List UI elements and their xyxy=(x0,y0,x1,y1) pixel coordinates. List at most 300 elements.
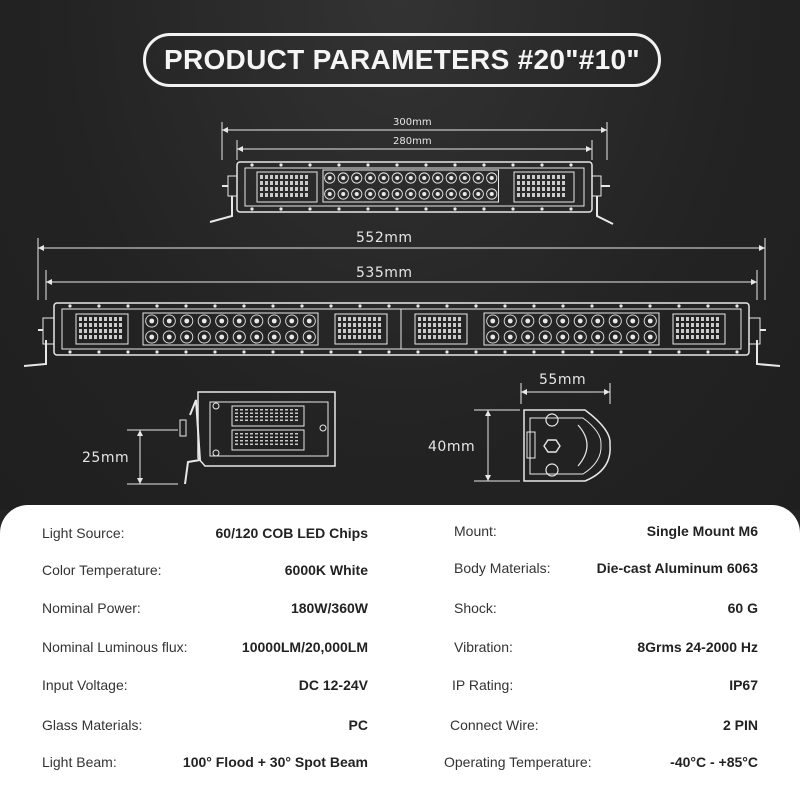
end-view-hex-bolt xyxy=(544,440,560,452)
led-chip-core xyxy=(476,176,480,180)
flood-chip xyxy=(79,323,82,327)
flood-chip xyxy=(275,409,278,411)
flood-chip xyxy=(109,335,112,339)
screw xyxy=(250,163,253,166)
flood-chip xyxy=(270,175,273,179)
led-chip-core xyxy=(272,335,277,340)
flood-chip xyxy=(711,335,714,339)
flood-chip xyxy=(295,181,298,185)
left-spec-label: Light Beam: xyxy=(42,754,117,770)
screw xyxy=(561,350,564,353)
dim-small-outer: 300mm xyxy=(393,117,432,128)
led-chip-core xyxy=(341,192,345,196)
led-chip-core xyxy=(149,335,154,340)
screw xyxy=(395,163,398,166)
flood-chip xyxy=(527,193,530,197)
flood-chip xyxy=(706,323,709,327)
flood-chip xyxy=(686,329,689,333)
flood-chip xyxy=(363,323,366,327)
flood-chip xyxy=(260,433,263,435)
flood-chip xyxy=(338,329,341,333)
led-chip-core xyxy=(578,335,583,340)
flood-chip xyxy=(290,437,293,439)
flood-chip xyxy=(686,335,689,339)
flood-chip xyxy=(517,181,520,185)
flood-chip xyxy=(250,440,253,442)
led-chip-core xyxy=(463,176,467,180)
flood-chip xyxy=(260,193,263,197)
dimension-arrow xyxy=(751,279,757,285)
spec-panel xyxy=(0,505,800,800)
flood-chip xyxy=(428,317,431,321)
flood-chip xyxy=(453,317,456,321)
led-chip-core xyxy=(184,335,189,340)
flood-chip xyxy=(235,440,238,442)
flood-chip xyxy=(295,409,298,411)
flood-chip xyxy=(557,193,560,197)
flood-chip xyxy=(438,329,441,333)
screw xyxy=(735,304,738,307)
flood-chip xyxy=(79,317,82,321)
right-spec-label: Mount: xyxy=(454,523,497,539)
led-chip-core xyxy=(184,319,189,324)
flood-chip xyxy=(114,335,117,339)
flood-chip xyxy=(348,335,351,339)
flood-chip xyxy=(295,193,298,197)
flood-chip xyxy=(338,323,341,327)
flood-chip xyxy=(458,329,461,333)
led-chip-core xyxy=(595,335,600,340)
led-chip-core xyxy=(595,319,600,324)
flood-chip xyxy=(260,409,263,411)
flood-chip xyxy=(532,181,535,185)
right-spec-value: 2 PIN xyxy=(722,717,758,733)
end-view-inner xyxy=(530,418,601,474)
led-chip-core xyxy=(202,319,207,324)
flood-chip xyxy=(358,335,361,339)
led-chip-core xyxy=(648,335,653,340)
led-chip-core xyxy=(254,319,259,324)
flood-chip xyxy=(260,175,263,179)
flood-chip xyxy=(265,187,268,191)
screw xyxy=(126,350,129,353)
flood-chip xyxy=(378,329,381,333)
flood-chip xyxy=(240,433,243,435)
large-bar-spot-leds-2 xyxy=(484,313,659,345)
flood-chip xyxy=(373,323,376,327)
flood-chip xyxy=(280,437,283,439)
led-chip-core xyxy=(149,319,154,324)
flood-chip xyxy=(423,329,426,333)
flood-chip xyxy=(691,329,694,333)
led-chip-core xyxy=(409,192,413,196)
left-spec-value: 10000LM/20,000LM xyxy=(241,639,368,655)
flood-chip xyxy=(418,323,421,327)
flood-chip xyxy=(104,323,107,327)
flood-chip xyxy=(94,329,97,333)
flood-chip xyxy=(270,444,273,446)
flood-chip xyxy=(517,187,520,191)
dimension-arrow xyxy=(237,146,243,152)
flood-chip xyxy=(691,335,694,339)
led-chip-core xyxy=(449,176,453,180)
led-chip-core xyxy=(543,319,548,324)
flood-chip xyxy=(691,323,694,327)
flood-chip xyxy=(285,420,288,422)
right-spec-label: Vibration: xyxy=(454,639,513,655)
flood-chip xyxy=(290,175,293,179)
flood-chip xyxy=(265,181,268,185)
flood-chip xyxy=(676,329,679,333)
flood-chip xyxy=(245,409,248,411)
flood-chip xyxy=(260,181,263,185)
dim-end-width: 55mm xyxy=(539,372,587,388)
flood-chip xyxy=(235,413,238,415)
flood-chip xyxy=(255,444,258,446)
left-spec-label: Nominal Luminous flux: xyxy=(42,639,188,655)
screw xyxy=(445,350,448,353)
flood-chip xyxy=(701,329,704,333)
screw xyxy=(358,304,361,307)
screw xyxy=(242,350,245,353)
flood-chip xyxy=(305,187,308,191)
flood-chip xyxy=(552,175,555,179)
screw xyxy=(242,304,245,307)
led-chip-core xyxy=(560,319,565,324)
screw xyxy=(677,350,680,353)
flood-chip xyxy=(701,317,704,321)
flood-chip xyxy=(89,329,92,333)
flood-chip xyxy=(527,175,530,179)
flood-chip xyxy=(275,433,278,435)
screw xyxy=(424,207,427,210)
flood-chip xyxy=(270,409,273,411)
flood-chip xyxy=(300,181,303,185)
flood-chip xyxy=(338,335,341,339)
led-chip-core xyxy=(307,319,312,324)
flood-chip xyxy=(104,329,107,333)
dim-large-outer: 552mm xyxy=(356,230,413,246)
flood-chip xyxy=(290,413,293,415)
led-chip-core xyxy=(289,319,294,324)
flood-chip xyxy=(245,440,248,442)
flood-chip xyxy=(448,323,451,327)
left-spec-value: 60/120 COB LED Chips xyxy=(215,525,368,541)
left-spec-label: Nominal Power: xyxy=(42,600,141,616)
flood-chip xyxy=(240,420,243,422)
screw xyxy=(213,403,219,409)
screw xyxy=(308,163,311,166)
flood-chip xyxy=(280,416,283,418)
flood-chip xyxy=(89,323,92,327)
dimension-arrow xyxy=(137,430,143,436)
screw xyxy=(503,350,506,353)
flood-chip xyxy=(285,175,288,179)
flood-chip xyxy=(285,181,288,185)
dimension-arrow xyxy=(604,389,610,395)
led-chip-core xyxy=(328,192,332,196)
flood-chip xyxy=(295,187,298,191)
flood-chip xyxy=(255,437,258,439)
flood-chip xyxy=(240,413,243,415)
flood-chip xyxy=(547,187,550,191)
led-chip-core xyxy=(355,192,359,196)
end-view-screw-top xyxy=(546,414,558,426)
flood-chip xyxy=(428,335,431,339)
flood-chip xyxy=(99,329,102,333)
flood-chip xyxy=(453,329,456,333)
flood-chip xyxy=(448,317,451,321)
flood-chip xyxy=(696,329,699,333)
led-chip-core xyxy=(328,176,332,180)
flood-chip xyxy=(696,335,699,339)
flood-chip xyxy=(423,317,426,321)
flood-chip xyxy=(295,416,298,418)
flood-chip xyxy=(280,440,283,442)
flood-chip xyxy=(260,187,263,191)
flood-chip xyxy=(84,323,87,327)
flood-chip xyxy=(295,440,298,442)
screw xyxy=(482,163,485,166)
flood-chip xyxy=(240,437,243,439)
flood-chip xyxy=(373,317,376,321)
flood-chip xyxy=(119,335,122,339)
led-chip-core xyxy=(219,319,224,324)
screw xyxy=(155,350,158,353)
flood-chip xyxy=(368,329,371,333)
flood-chip xyxy=(552,187,555,191)
dim-large-inner: 535mm xyxy=(356,265,413,281)
flood-chip xyxy=(547,175,550,179)
screw xyxy=(213,350,216,353)
screw xyxy=(474,304,477,307)
screw xyxy=(329,304,332,307)
screw xyxy=(387,304,390,307)
led-chip-core xyxy=(525,335,530,340)
flood-chip xyxy=(250,409,253,411)
led-chip-core xyxy=(463,192,467,196)
screw xyxy=(424,163,427,166)
small-bar-spot-leds xyxy=(323,170,499,202)
dimension-arrow xyxy=(759,245,765,251)
flood-chip xyxy=(527,187,530,191)
screw xyxy=(706,304,709,307)
led-chip-core xyxy=(307,335,312,340)
led-chip-core xyxy=(476,192,480,196)
large-bar-endcap-right xyxy=(749,318,760,344)
flood-chip xyxy=(373,335,376,339)
flood-chip xyxy=(265,444,268,446)
flood-chip xyxy=(423,323,426,327)
small-bar-foot-right xyxy=(597,196,613,224)
flood-chip xyxy=(99,317,102,321)
left-spec-label: Glass Materials: xyxy=(42,717,143,733)
flood-chip xyxy=(290,187,293,191)
flood-chip xyxy=(99,323,102,327)
flood-chip xyxy=(716,317,719,321)
flood-chip xyxy=(681,317,684,321)
led-chip-core xyxy=(395,192,399,196)
right-spec-label: Shock: xyxy=(454,600,497,616)
screw xyxy=(569,207,572,210)
right-spec-label: Operating Temperature: xyxy=(444,754,592,770)
flood-chip xyxy=(295,437,298,439)
flood-chip xyxy=(363,335,366,339)
flood-chip xyxy=(557,181,560,185)
led-chip-core xyxy=(167,335,172,340)
screw xyxy=(68,350,71,353)
flood-chip xyxy=(418,335,421,339)
flood-chip xyxy=(448,335,451,339)
flood-chip xyxy=(235,409,238,411)
end-view-curve xyxy=(578,425,587,466)
flood-chip xyxy=(270,420,273,422)
screw xyxy=(706,350,709,353)
dimension-arrow xyxy=(485,475,491,481)
flood-chip xyxy=(250,444,253,446)
flood-chip xyxy=(109,323,112,327)
flood-chip xyxy=(363,329,366,333)
small-bar-endcap-left xyxy=(228,176,237,196)
flood-chip xyxy=(542,175,545,179)
flood-chip xyxy=(716,329,719,333)
small-bar-foot-left xyxy=(210,196,232,222)
flood-chip xyxy=(260,416,263,418)
flood-chip xyxy=(275,181,278,185)
flood-chip xyxy=(285,444,288,446)
screw xyxy=(735,350,738,353)
flood-chip xyxy=(716,335,719,339)
flood-chip xyxy=(285,187,288,191)
flood-chip xyxy=(537,175,540,179)
screw xyxy=(619,304,622,307)
flood-chip xyxy=(453,335,456,339)
right-spec-value: 8Grms 24-2000 Hz xyxy=(637,639,758,655)
screw xyxy=(395,207,398,210)
flood-chip xyxy=(681,335,684,339)
led-chip-core xyxy=(202,335,207,340)
right-spec-value: Die-cast Aluminum 6063 xyxy=(596,560,758,576)
flood-chip xyxy=(343,317,346,321)
flood-chip xyxy=(270,193,273,197)
flood-chip xyxy=(109,329,112,333)
flood-chip xyxy=(532,193,535,197)
flood-chip xyxy=(280,175,283,179)
flood-chip xyxy=(305,193,308,197)
dimension-arrow xyxy=(601,127,607,133)
led-chip-core xyxy=(237,319,242,324)
flood-chip xyxy=(428,329,431,333)
flood-chip xyxy=(701,335,704,339)
flood-chip xyxy=(240,409,243,411)
screw xyxy=(300,350,303,353)
flood-chip xyxy=(260,420,263,422)
flood-chip xyxy=(280,413,283,415)
flood-chip xyxy=(552,193,555,197)
flood-chip xyxy=(265,175,268,179)
flood-chip xyxy=(348,329,351,333)
flood-chip xyxy=(522,193,525,197)
flood-chip xyxy=(235,444,238,446)
flood-chip xyxy=(305,181,308,185)
flood-chip xyxy=(240,444,243,446)
flood-chip xyxy=(358,317,361,321)
flood-chip xyxy=(448,329,451,333)
screw xyxy=(300,304,303,307)
flood-chip xyxy=(275,413,278,415)
flood-chip xyxy=(681,329,684,333)
flood-chip xyxy=(285,433,288,435)
left-spec-value: DC 12-24V xyxy=(298,677,368,693)
flood-chip xyxy=(265,433,268,435)
flood-chip xyxy=(522,181,525,185)
flood-chip xyxy=(270,437,273,439)
led-chip-core xyxy=(219,335,224,340)
flood-chip xyxy=(275,440,278,442)
end-view-body xyxy=(524,410,610,481)
flood-chip xyxy=(275,193,278,197)
led-chip-core xyxy=(613,335,618,340)
flood-chip xyxy=(547,181,550,185)
flood-chip xyxy=(706,329,709,333)
right-spec-value: 60 G xyxy=(727,600,758,616)
flood-chip xyxy=(255,416,258,418)
flood-chip xyxy=(562,175,565,179)
right-spec-value: -40°C - +85°C xyxy=(670,754,758,770)
flood-chip xyxy=(358,329,361,333)
led-chip-core xyxy=(613,319,618,324)
flood-chip xyxy=(532,175,535,179)
flood-chip xyxy=(285,416,288,418)
screw xyxy=(279,207,282,210)
flood-chip xyxy=(443,335,446,339)
screw xyxy=(619,350,622,353)
screw xyxy=(648,350,651,353)
flood-chip xyxy=(438,317,441,321)
led-chip-core xyxy=(422,176,426,180)
led-chip-core xyxy=(368,176,372,180)
screw xyxy=(590,304,593,307)
flood-chip xyxy=(353,323,356,327)
led-chip-core xyxy=(490,319,495,324)
flood-chip xyxy=(418,329,421,333)
flood-chip xyxy=(114,323,117,327)
screw xyxy=(97,304,100,307)
flood-chip xyxy=(428,323,431,327)
flood-chip xyxy=(290,440,293,442)
flood-chip xyxy=(368,323,371,327)
flood-chip xyxy=(235,437,238,439)
led-chip-core xyxy=(490,335,495,340)
flood-chip xyxy=(260,413,263,415)
flood-chip xyxy=(250,433,253,435)
dim-side-height: 25mm xyxy=(82,450,130,466)
flood-chip xyxy=(265,440,268,442)
flood-chip xyxy=(295,175,298,179)
led-chip-core xyxy=(436,176,440,180)
screw xyxy=(366,207,369,210)
flood-chip xyxy=(562,193,565,197)
flood-chip xyxy=(458,317,461,321)
led-chip-core xyxy=(508,335,513,340)
flood-chip xyxy=(458,323,461,327)
flood-chip xyxy=(373,329,376,333)
flood-chip xyxy=(89,335,92,339)
flood-chip xyxy=(104,317,107,321)
screw xyxy=(320,425,326,431)
led-chip-core xyxy=(560,335,565,340)
flood-chip xyxy=(378,335,381,339)
